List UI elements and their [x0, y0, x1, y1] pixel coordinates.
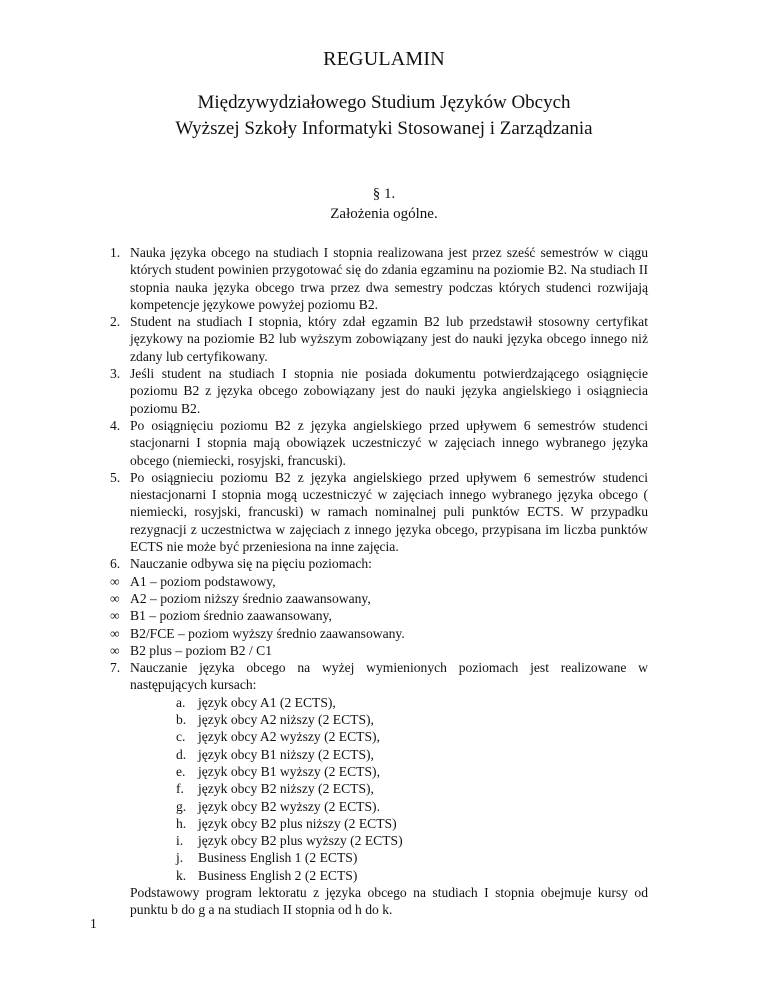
list-marker: 5.	[110, 469, 121, 485]
closing-paragraph: Podstawowy program lektoratu z języka obcego na studiach I stopnia obejmuje kursy od punktu b do g a na studiach II stopnia od h do k.	[130, 884, 648, 918]
course-item	[110, 763, 648, 780]
course-text: Business English 1 (2 ECTS)	[198, 850, 358, 866]
section-number: § 1.	[372, 186, 396, 202]
list-item	[110, 244, 648, 313]
course-item	[110, 780, 648, 797]
course-marker: k.	[176, 867, 187, 883]
course-text: język obcy B2 plus wyższy (2 ECTS)	[198, 833, 403, 849]
infinity-bullet-icon: ∞	[110, 573, 120, 589]
list-item-text: Nauczanie odbywa się na pięciu poziomach:	[130, 556, 372, 572]
course-item	[110, 832, 648, 849]
level-bullet-text: B2 plus – poziom B2 / C1	[130, 642, 272, 658]
infinity-bullet-icon: ∞	[110, 625, 120, 641]
page-number: 1	[90, 916, 97, 931]
level-bullet-text: B1 – poziom średnio zaawansowany,	[130, 608, 332, 624]
level-bullet-text: A2 – poziom niższy średnio zaawansowany,	[130, 590, 371, 606]
course-marker: g.	[176, 798, 187, 814]
course-marker: e.	[176, 763, 186, 779]
level-bullet-item	[110, 625, 648, 642]
list-marker: 6.	[110, 556, 121, 572]
course-item	[110, 798, 648, 815]
infinity-bullet-icon: ∞	[110, 642, 120, 658]
course-item	[110, 849, 648, 866]
list-item-text: Nauka języka obcego na studiach I stopnia realizowana jest przez sześć semestrów w ciągu których student powinien przygotować się do zdania egzaminu na poziomie B2. Na studiach II stopnia nauka języka obcego trwa przez dwa semestry podczas których studenci rozwijają kompetencje językowe powyżej poziomu B2.	[130, 245, 648, 312]
list-marker: 4.	[110, 417, 121, 433]
level-bullet-item	[110, 573, 648, 590]
regulations-list	[110, 244, 648, 919]
list-item	[110, 313, 648, 365]
list-marker: 7.	[110, 660, 121, 676]
course-item	[110, 728, 648, 745]
level-bullet-item	[110, 607, 648, 624]
list-marker: 2.	[110, 314, 121, 330]
course-text: Business English 2 (2 ECTS)	[198, 867, 358, 883]
list-marker: 1.	[110, 245, 121, 260]
course-text: język obcy B2 plus niższy (2 ECTS)	[198, 815, 397, 831]
course-marker: a.	[176, 694, 186, 710]
course-marker: d.	[176, 746, 187, 762]
course-marker: j.	[176, 850, 184, 866]
list-item	[110, 365, 648, 417]
list-item	[110, 555, 648, 572]
course-text: język obcy B1 wyższy (2 ECTS),	[198, 763, 380, 779]
infinity-bullet-icon: ∞	[110, 590, 120, 606]
course-marker: b.	[176, 712, 187, 728]
course-text: język obcy A2 niższy (2 ECTS),	[198, 712, 374, 728]
course-item	[110, 867, 648, 884]
course-text: język obcy A2 wyższy (2 ECTS),	[198, 729, 380, 745]
document-subtitle	[0, 90, 768, 142]
document-title: REGULAMIN	[323, 48, 445, 70]
list-item-text: Jeśli student na studiach I stopnia nie posiada dokumentu potwierdzającego osiągnięcie poziomu B2 z języka obcego zobowiązany jest do nauki języka angielskiego i osiągniecia poziomu B2.	[130, 366, 648, 416]
course-marker: i.	[176, 833, 184, 849]
subtitle-line-2: Wyższej Szkoły Informatyki Stosowanej i Zarządzania	[175, 118, 593, 139]
level-bullet-text: B2/FCE – poziom wyższy średnio zaawansowany.	[130, 625, 405, 641]
course-text: język obcy B2 niższy (2 ECTS),	[198, 781, 374, 797]
infinity-bullet-icon: ∞	[110, 608, 120, 624]
list-item-text: Po osiągnięciu poziomu B2 z języka angielskiego przed upływem 6 semestrów studenci stacjonarni I stopnia mają obowiązek uczestniczyć w zajęciach innego wybranego języka obcego (niemiecki, rosyjski, francuski).	[130, 417, 648, 468]
course-list	[110, 694, 648, 884]
level-bullet-item	[110, 590, 648, 607]
course-text: język obcy B1 niższy (2 ECTS),	[198, 746, 374, 762]
level-bullet-text: A1 – poziom podstawowy,	[130, 573, 276, 589]
course-marker: h.	[176, 815, 187, 831]
list-item	[110, 659, 648, 694]
course-text: język obcy B2 wyższy (2 ECTS).	[198, 798, 380, 814]
section-title: Założenia ogólne.	[330, 206, 438, 222]
course-text: język obcy A1 (2 ECTS),	[198, 694, 336, 710]
list-item	[110, 469, 648, 555]
course-item	[110, 711, 648, 728]
level-bullet-item	[110, 642, 648, 659]
list-item	[110, 417, 648, 469]
course-item	[110, 815, 648, 832]
list-item-text: Po osiągnieciu poziomu B2 z języka angielskiego przed upływem 6 semestrów studenci niestacjonarni I stopnia mogą uczestniczyć w zajęciach innego wybranego języka obcego ( niemiecki, rosyjski, francuski) w ramach nominalnej puli punktów ECTS. W przypadku rezygnacji z uczestnictwa w zajęciach z innego języka obcego, przypisana im liczba punktów ECTS nie może być przeniesiona na inne zajęcia.	[130, 469, 648, 555]
list-marker: 3.	[110, 366, 121, 382]
course-item	[110, 694, 648, 711]
course-marker: f.	[176, 781, 184, 797]
list-item-text: Nauczanie języka obcego na wyżej wymienionych poziomach jest realizowane w następujących kursach:	[130, 660, 648, 693]
list-item-text: Student na studiach I stopnia, który zdał egzamin B2 lub przedstawił stosowny certyfikat językowy na poziomie B2 lub wyższym zobowiązany jest do nauki języka obcego innego niż zdany lub certyfikowany.	[130, 314, 648, 364]
course-marker: c.	[176, 729, 186, 745]
course-item	[110, 746, 648, 763]
subtitle-line-1: Międzywydziałowego Studium Języków Obcych	[197, 92, 571, 113]
